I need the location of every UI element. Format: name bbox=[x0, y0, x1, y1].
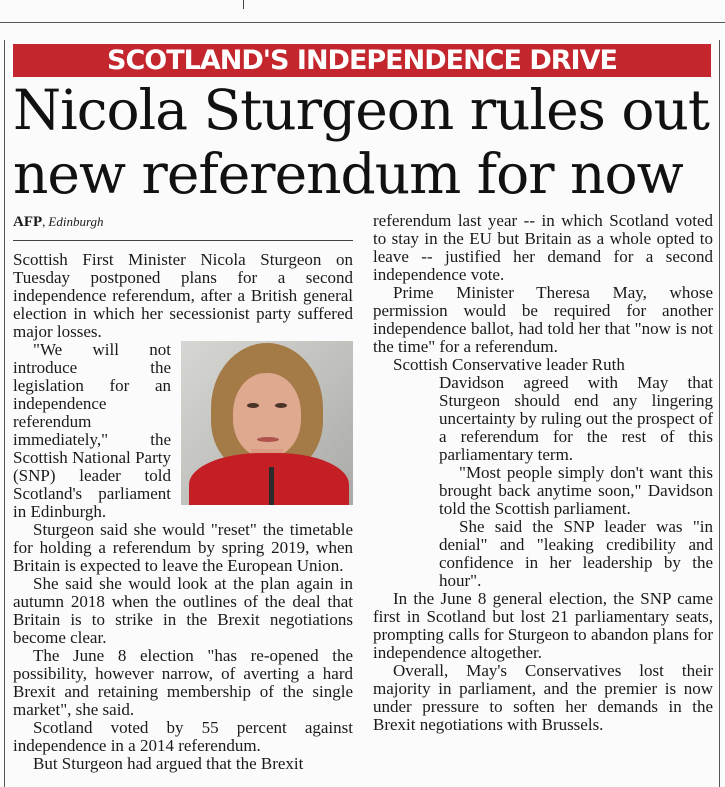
paragraph: Davidson agreed with May that Sturgeon should end any lingering uncertainty by ruling out the prospect of a referendum for the rest of this parliamentary term. bbox=[439, 373, 713, 464]
paragraph: Prime Minister Theresa May, whose permission would be required for another independence ballot, had told her that "now is not the time" for a referendum. bbox=[373, 283, 713, 356]
page-top-strip bbox=[0, 0, 725, 24]
headline-line-1: Nicola Sturgeon rules out bbox=[13, 78, 709, 142]
article-column-2 bbox=[373, 212, 713, 734]
portrait-photo-icon bbox=[181, 341, 353, 505]
top-column-edge bbox=[243, 0, 244, 9]
paragraph: But Sturgeon had argued that the Brexit bbox=[33, 754, 304, 773]
article-headline bbox=[13, 78, 719, 206]
photo-wrap-block bbox=[373, 374, 713, 590]
paragraph: Overall, May's Conservatives lost their majority in parliament, and the premier is now under pressure to soften her demands in the Brexit negotiations with Brussels. bbox=[373, 661, 713, 734]
right-border-rule bbox=[719, 40, 720, 787]
paragraph: She said the SNP leader was "in denial" and "leaking credibility and confidence in her leadership by the hour". bbox=[439, 517, 713, 590]
paragraph: She said she would look at the plan again in autumn 2018 when the outlines of the deal that Britain is to strike in the Brexit negotiations become clear. bbox=[13, 574, 353, 647]
byline-separator: , bbox=[42, 214, 46, 229]
paragraph: referendum last year -- in which Scotland voted to stay in the EU but Britain as a whole opted to leave -- justified her demand for a second independence vote. bbox=[373, 211, 713, 284]
paragraph: In the June 8 general election, the SNP came first in Scotland but lost 21 parliamentary seats, prompting calls for Sturgeon to abandon plans for independence altogether. bbox=[373, 589, 713, 662]
section-kicker: SCOTLAND'S INDEPENDENCE DRIVE bbox=[13, 44, 711, 77]
paragraph: "We will not introduce the legislation for an independence referendum immediately," the Scottish National Party (SNP) leader told Scotland's parliament in Edinburgh. bbox=[13, 340, 171, 521]
paragraph: Scottish Conservative leader Ruth bbox=[393, 355, 625, 374]
left-border-rule bbox=[4, 40, 5, 787]
byline-place: Edinburgh bbox=[48, 214, 104, 229]
byline bbox=[13, 212, 353, 234]
byline-agency: AFP bbox=[13, 214, 43, 230]
paragraph: The June 8 election "has re-opened the possibility, however narrow, of averting a hard Brexit and retaining membership of the single market", she said. bbox=[13, 646, 353, 719]
headline-line-2: new referendum for now bbox=[13, 142, 683, 206]
byline-rule bbox=[13, 240, 353, 241]
paragraph: Scottish First Minister Nicola Sturgeon on Tuesday postponed plans for a second independence referendum, after a British general election in which her secessionist party suffered major losses. bbox=[13, 250, 353, 341]
top-rule bbox=[0, 22, 725, 23]
paragraph: Scotland voted by 55 percent against independence in a 2014 referendum. bbox=[13, 718, 353, 755]
paragraph: "Most people simply don't want this brought back anytime soon," Davidson told the Scottish parliament. bbox=[439, 463, 713, 518]
article-column-1 bbox=[13, 212, 353, 773]
paragraph: Sturgeon said she would "reset" the timetable for holding a referendum by spring 2019, when Britain is expected to leave the European Union. bbox=[13, 520, 353, 575]
